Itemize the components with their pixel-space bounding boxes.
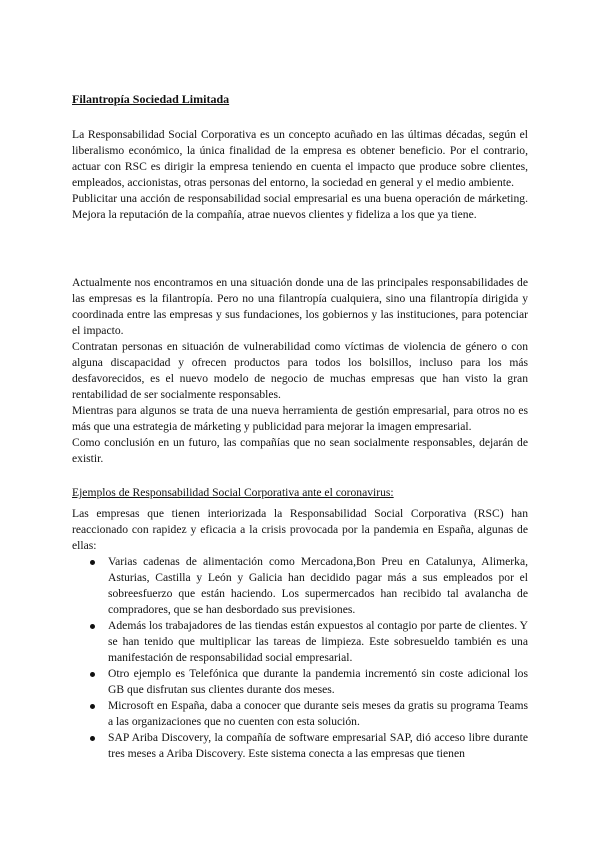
list-item-text: Microsoft en España, daba a conocer que durante seis meses da gratis su programa Teams a las organizaciones que no cuenten con esta solución. bbox=[108, 699, 528, 728]
list-item-text: Además los trabajadores de las tiendas están expuestos al contagio por parte de clientes. Y se han tenido que multiplicar las tareas de limpieza. Este sobresueldo también es una manifestación de responsabilidad social empresarial. bbox=[108, 619, 528, 664]
paragraph: Publicitar una acción de responsabilidad social empresarial es una buena operación de márketing. Mejora la reputación de la compañía, atrae nuevos clientes y fideliza a los que ya tiene. bbox=[72, 192, 528, 221]
paragraph: Como conclusión en un futuro, las compañías que no sean socialmente responsables, dejarán de existir. bbox=[72, 436, 528, 465]
section-examples bbox=[72, 485, 528, 762]
bullet-icon bbox=[90, 704, 95, 709]
paragraph: Mientras para algunos se trata de una nueva herramienta de gestión empresarial, para otros no es más que una estrategia de márketing y publicidad para mejorar la imagen empresarial. bbox=[72, 404, 528, 433]
section-heading: Ejemplos de Responsabilidad Social Corporativa ante el coronavirus: bbox=[72, 486, 394, 499]
document-title: Filantropía Sociedad Limitada bbox=[72, 92, 230, 106]
bullet-icon bbox=[90, 560, 95, 565]
list-item bbox=[72, 666, 528, 698]
bullet-icon bbox=[90, 624, 95, 629]
paragraph: La Responsabilidad Social Corporativa es un concepto acuñado en las últimas décadas, según el liberalismo económico, la única finalidad de la empresa es obtener beneficio. Por el contrario, actuar con RSC es dirigir la empresa teniendo en cuenta el impacto que produce sobre clientes, empleados, accionistas, otras personas del entorno, la sociedad en general y el medio ambiente. bbox=[72, 128, 528, 189]
list-item-text: Varias cadenas de alimentación como Mercadona,Bon Preu en Catalunya, Alimerka, Asturias, Castilla y León y Galicia han decidido pagar más a sus empleados por el sobreesfuerzo que están haciendo. Los supermercados han recibido tal avalancha de compradores, que se han desbordado sus previsiones. bbox=[108, 555, 528, 616]
bullet-icon bbox=[90, 672, 95, 677]
paragraph: Contratan personas en situación de vulnerabilidad como víctimas de violencia de género o con alguna discapacidad y ofrecen productos para todos los bolsillos, incluso para los más desfavorecidos, es el nuevo modelo de negocio de muchas empresas que han visto la gran rentabilidad de ser socialmente responsables. bbox=[72, 340, 528, 401]
bullet-icon bbox=[90, 736, 95, 741]
list-item bbox=[72, 554, 528, 618]
paragraph: Las empresas que tienen interiorizada la Responsabilidad Social Corporativa (RSC) han reaccionado con rapidez y eficacia a la crisis provocada por la pandemia en España, algunas de ellas: bbox=[72, 507, 528, 552]
list-item bbox=[72, 730, 528, 762]
list-item bbox=[72, 698, 528, 730]
section-intro bbox=[72, 127, 528, 223]
paragraph: Actualmente nos encontramos en una situación donde una de las principales responsabilidades de las empresas es la filantropía. Pero no una filantropía cualquiera, sino una filantropía dirigida y coordinada entre las empresas y sus fundaciones, los gobiernos y las instituciones, para potenciar el impacto. bbox=[72, 276, 528, 337]
list-item-text: SAP Ariba Discovery, la compañía de software empresarial SAP, dió acceso libre durante tres meses a Ariba Discovery. Este sistema conecta a las empresas que tienen bbox=[108, 731, 528, 760]
examples-list bbox=[72, 554, 528, 762]
list-item-text: Otro ejemplo es Telefónica que durante la pandemia incrementó sin coste adicional los GB que disfrutan sus clientes durante dos meses. bbox=[108, 667, 528, 696]
list-item bbox=[72, 618, 528, 666]
section-philanthropy bbox=[72, 275, 528, 467]
